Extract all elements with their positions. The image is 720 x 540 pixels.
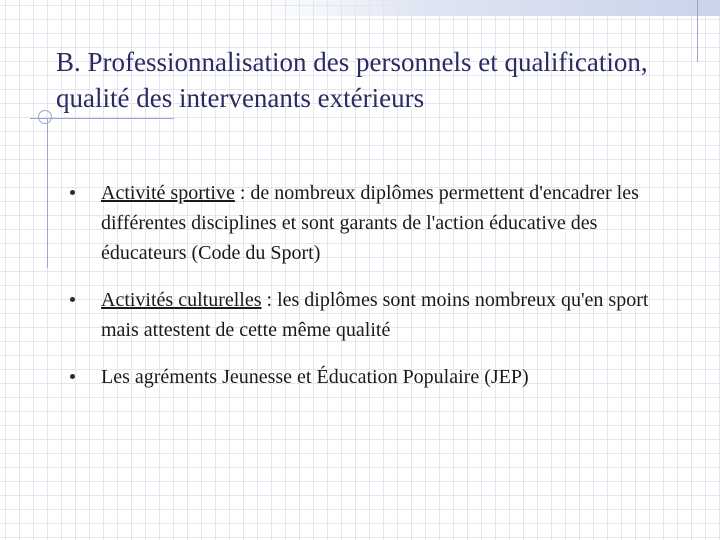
- top-decorative-band: [262, 0, 720, 16]
- bullet-text: Les agréments Jeunesse et Éducation Populaire (JEP): [101, 366, 529, 388]
- list-item: [70, 285, 670, 345]
- circle-decoration: [38, 110, 52, 124]
- right-decorative-line: [697, 0, 698, 62]
- bullet-text: : de nombreux diplômes permettent d'encadrer les différentes disciplines et sont garants de l'action éducative des éducateurs (Code du Sport): [101, 182, 639, 264]
- list-item: [70, 178, 670, 268]
- bullet-term: Activités culturelles: [101, 289, 262, 311]
- bullet-dot-icon: [70, 374, 75, 379]
- bullet-dot-icon: [70, 190, 75, 195]
- bullet-text: : les diplômes sont moins nombreux qu'en sport mais attestent de cette même qualité: [101, 289, 649, 341]
- list-item: [70, 362, 670, 392]
- slide-title: B. Professionnalisation des personnels et qualification, qualité des intervenants extérieurs: [56, 47, 648, 113]
- left-decorative-line: [47, 118, 48, 268]
- bullet-term: Activité sportive: [101, 182, 235, 204]
- bullet-dot-icon: [70, 297, 75, 302]
- bullet-list: [70, 178, 670, 392]
